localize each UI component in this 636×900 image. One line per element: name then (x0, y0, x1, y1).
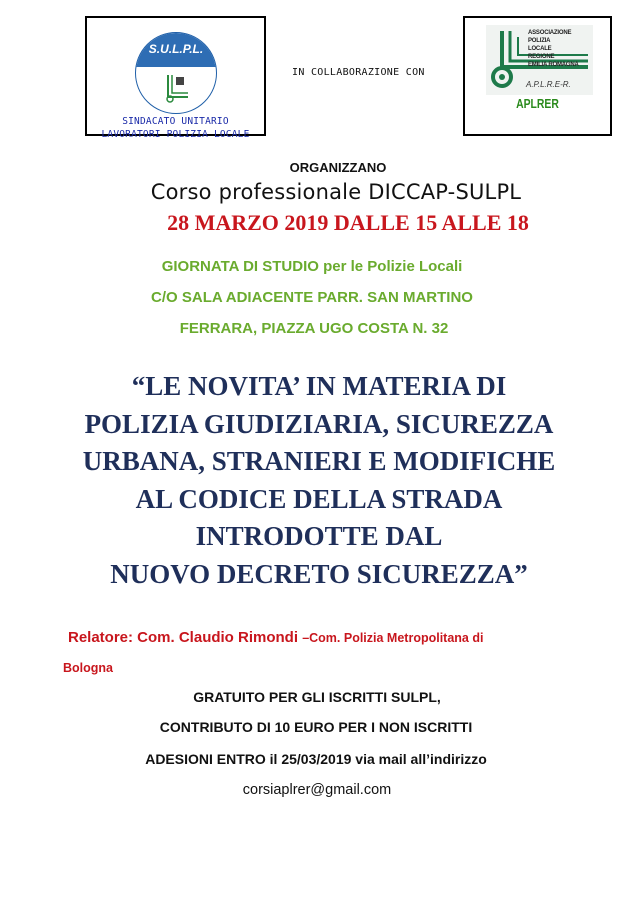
sulpl-caption-line2: LAVORATORI POLIZIA LOCALE (101, 129, 250, 140)
pricing-members: GRATUITO PER GLI ISCRITTI SULPL, (193, 689, 441, 705)
sulpl-emblem (135, 32, 217, 114)
pricing-nonmembers: CONTRIBUTO DI 10 EURO PER I NON ISCRITTI (159, 719, 473, 735)
speaker-role: –Com. Polizia Metropolitana di (302, 631, 484, 645)
organizers-label: ORGANIZZANO (289, 160, 387, 175)
aplrer-signature: A.P.L.R.E-R. (526, 80, 571, 89)
event-address: FERRARA, PIAZZA UGO COSTA N. 32 (179, 320, 449, 337)
title-line: “LE NOVITA’ IN MATERIA DI (131, 371, 507, 401)
aplrer-emblem (486, 25, 593, 95)
aplrer-logo-box (463, 16, 612, 136)
title-line: POLIZIA GIUDIZIARIA, SICUREZZA (84, 408, 554, 439)
event-type: GIORNATA DI STUDIO per le Polizie Locali (161, 258, 463, 275)
registration-deadline (0, 751, 634, 767)
sulpl-caption-line1: SINDACATO UNITARIO (122, 116, 229, 127)
sulpl-emblem-text: S.U.L.P.L. (148, 42, 204, 56)
speaker-role-cont: Bologna (63, 661, 113, 675)
title-line: INTRODOTTE DAL (195, 521, 443, 551)
main-title (1, 368, 636, 593)
sulpl-logo-box (85, 16, 266, 140)
aplrer-caption: APLRER (516, 96, 559, 111)
event-date: 28 MARZO 2019 DALLE 15 ALLE 18 (167, 210, 529, 235)
deadline-via-mail: via mail all’indirizzo (351, 751, 487, 767)
title-line: NUOVO DECRETO SICUREZZA” (110, 558, 528, 589)
collaboration-text: IN COLLABORAZIONE CON (292, 67, 425, 78)
title-line: AL CODICE DELLA STRADA (135, 483, 503, 514)
contact-email[interactable]: corsiaplrer@gmail.com (242, 782, 392, 798)
title-line: URBANA, STRANIERI E MODIFICHE (82, 446, 556, 476)
speaker-line (68, 629, 483, 646)
deadline-text: ADESIONI ENTRO il 25/03/2019 (145, 751, 352, 767)
speaker-name: Relatore: Com. Claudio Rimondi (68, 629, 303, 646)
event-venue: C/O SALA ADIACENTE PARR. SAN MARTINO (151, 289, 473, 306)
course-title: Corso professionale DICCAP-SULPL (150, 180, 522, 204)
police-emblem-icon (162, 73, 192, 103)
aplrer-emblem-text: ASSOCIAZIONE POLIZIA LOCALE REGIONE EMILIA ROMAGNA (528, 30, 579, 68)
